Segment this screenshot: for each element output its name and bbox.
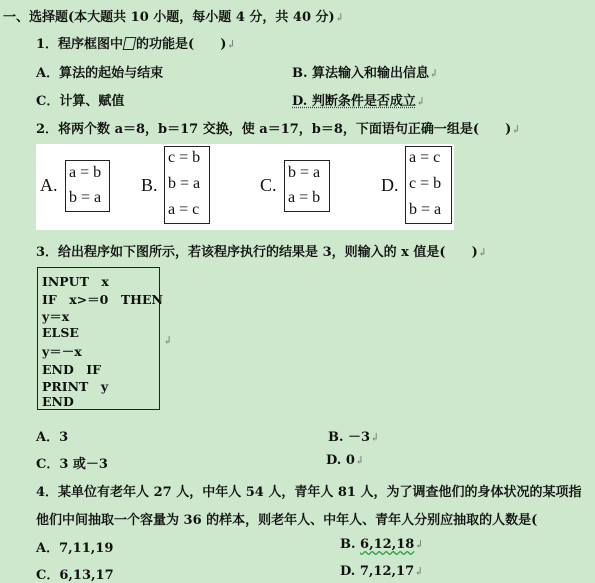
q2-option-c-label[interactable]: C. xyxy=(260,175,277,195)
q2-option-a-box xyxy=(65,160,110,212)
program-line: IF x>＝0 THEN xyxy=(42,291,163,307)
q3-option-b[interactable] xyxy=(328,426,379,445)
question-4-stem-line1: 4．某单位有老年人 27 人，中年人 54 人，青年人 81 人，为了调查他们的身体状况的某项指 xyxy=(36,485,582,500)
q4-option-b[interactable] xyxy=(340,537,424,552)
q4-option-d-text: D. 7,12,17 xyxy=(340,564,415,579)
code-line: b = a xyxy=(69,189,102,206)
q1-option-d-text: D. 判断条件是否成立 xyxy=(292,94,416,109)
q4-option-a[interactable]: A．7,11,19 xyxy=(36,541,114,556)
q1-stem-part1: 1．程序框图中 xyxy=(36,37,124,52)
paragraph-mark: ↲ xyxy=(226,38,236,51)
q3-option-d-text: D. 0 xyxy=(326,453,355,468)
code-line: a = c xyxy=(168,201,200,218)
q3-option-d[interactable] xyxy=(326,453,364,468)
q1-option-c[interactable]: C．计算、赋值 xyxy=(36,94,125,109)
q2-option-d-label[interactable]: D. xyxy=(381,175,399,195)
program-line: END IF xyxy=(42,361,102,377)
q1-option-a[interactable]: A．算法的起始与结束 xyxy=(36,66,164,81)
program-line: ELSE xyxy=(42,324,79,340)
program-line: y＝－x xyxy=(42,344,82,359)
q3-option-c[interactable]: C．3 或－3 xyxy=(36,457,108,472)
q4-option-d[interactable] xyxy=(340,564,423,579)
program-line: y＝x xyxy=(42,309,70,324)
q1-option-b[interactable] xyxy=(292,62,438,81)
question-1-stem xyxy=(36,33,236,52)
paragraph-mark: ↲ xyxy=(163,334,173,347)
q2-option-b-label[interactable]: B. xyxy=(141,175,158,195)
code-line: c = b xyxy=(409,175,442,192)
q2-option-c-box xyxy=(284,160,330,212)
paragraph-mark: ↲ xyxy=(414,538,424,551)
q1-stem-part2: 的功能是( ) xyxy=(136,37,227,52)
parallelogram-icon xyxy=(123,37,137,50)
section-title-text: 一、选择题(本大题共 10 小题，每小题 4 分，共 40 分) xyxy=(3,10,335,25)
question-3-stem xyxy=(36,241,487,260)
paragraph-mark: ↲ xyxy=(370,431,380,444)
program-line: PRINT y xyxy=(42,379,109,394)
q3-program-box xyxy=(37,267,163,410)
q1-option-b-text: B. 算法输入和输出信息 xyxy=(292,66,430,81)
program-line: END xyxy=(42,394,74,409)
q3-option-b-text: B. －3 xyxy=(328,430,371,445)
section-title xyxy=(3,6,344,25)
q4-option-b-value: 6,12,18 xyxy=(360,537,415,552)
paragraph-mark: ↲ xyxy=(414,565,424,578)
paragraph-mark: ↲ xyxy=(477,246,487,259)
code-line: a = b xyxy=(69,164,102,181)
code-line: c = b xyxy=(168,149,201,166)
paragraph-mark: ↲ xyxy=(334,11,344,24)
q1-option-d[interactable] xyxy=(292,90,425,109)
program-line: INPUT x xyxy=(42,274,109,289)
code-line: a = b xyxy=(288,189,321,206)
q2-option-d-box xyxy=(405,146,452,224)
paragraph-mark: ↲ xyxy=(429,67,439,80)
q3-option-a[interactable]: A．3 xyxy=(36,430,69,445)
q2-option-b-box xyxy=(164,146,210,224)
code-line: b = a xyxy=(168,175,201,192)
question-2-stem xyxy=(36,118,520,137)
q4-option-c[interactable]: C．6,13,17 xyxy=(36,568,114,583)
q2-stem-text: 2．将两个数 a＝8，b＝17 交换，使 a＝17，b＝8，下面语句正确一组是( ) xyxy=(36,122,512,137)
q2-option-a-label[interactable]: A. xyxy=(40,175,58,195)
code-line: b = a xyxy=(288,164,321,181)
code-line: b = a xyxy=(409,201,442,218)
question-4-stem-line2: 他们中间抽取一个容量为 36 的样本，则老年人、中年人、青年人分别应抽取的人数是( xyxy=(36,513,538,528)
code-line: a = c xyxy=(409,149,441,166)
paragraph-mark: ↲ xyxy=(511,123,521,136)
q3-stem-text: 3．给出程序如下图所示，若该程序执行的结果是 3，则输入的 x 值是( ) xyxy=(36,245,478,260)
paragraph-mark: ↲ xyxy=(354,454,365,467)
paragraph-mark: ↲ xyxy=(415,95,426,108)
q4-option-b-prefix: B. xyxy=(340,537,361,552)
